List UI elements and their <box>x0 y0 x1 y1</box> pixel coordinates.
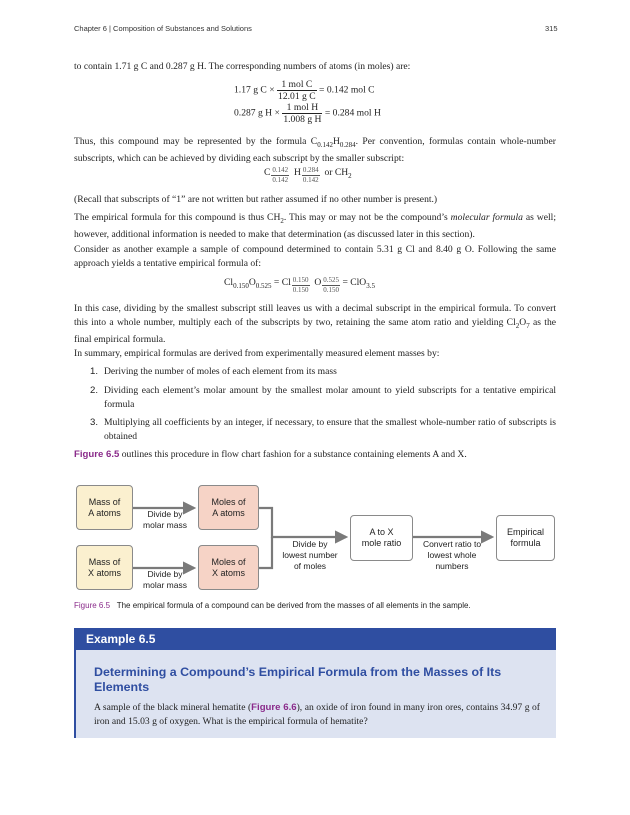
eq2-denominator: 1.008 g H <box>283 114 322 125</box>
empirical-formula-box: Empirical formula <box>496 515 555 561</box>
paragraph-3: (Recall that subscripts of “1” are not written but rather assumed if no other number is present.) <box>74 194 438 205</box>
eq1-denominator: 12.01 g C <box>278 91 316 102</box>
example-text: A sample of the black mineral hematite (Figure 6.6), an oxide of iron found in many iron ores, contains 34.97 g of iron and 15.03 g of oxygen. What is the empirical formula of hematite? <box>94 702 540 727</box>
eq1-result: = 0.142 mol C <box>319 84 375 96</box>
eq2-result: = 0.284 mol H <box>324 107 381 119</box>
divide-molar-mass-x-label: Divide by molar mass <box>143 569 187 590</box>
figure-caption: Figure 6.5 The empirical formula of a compound can be derived from the masses of all elements in the sample. <box>74 601 471 610</box>
equation-ratio: C $\frac{0.142}{0.142}$ H $\frac{0.284}{0.142}$ or $CH_2$ <box>264 166 352 184</box>
equation-clo: $Cl_{0.150}O_{0.525} = Cl$ $\frac{0.150}{0.150}$ O $\frac{0.525}{0.150}$ = ClO$_{3.5}$ <box>224 276 375 294</box>
paragraph-7: In summary, empirical formulas are derived from experimentally measured element masses by: <box>74 348 440 359</box>
eq2-numerator: 1 mol H <box>282 102 322 114</box>
moles-x-box: Moles of X atoms <box>198 545 259 590</box>
convert-ratio-label: Convert ratio to lowest whole numbers <box>422 539 482 571</box>
moles-a-box: Moles of A atoms <box>198 485 259 530</box>
chapter-header: Chapter 6 | Composition of Substances and Solutions <box>74 24 252 33</box>
eq2-times: × <box>274 107 280 119</box>
eq2-left: 0.287 g H <box>234 107 273 119</box>
example-header: Example 6.5 <box>74 628 556 650</box>
eq1-left: 1.17 g C <box>234 84 267 96</box>
page-number: 315 <box>545 24 558 33</box>
mass-x-box: Mass of X atoms <box>76 545 133 590</box>
paragraph-4: The empirical formula for this compound is thus $CH_2$. This may or may not be the compound’s molecular formula as well; however, additional information is needed to make that determination (as discussed later in this section). <box>74 212 556 240</box>
eq1-numerator: 1 mol C <box>277 79 317 91</box>
paragraph-2: Thus, this compound may be represented by the formula $C_{0.142}H_{0.284}$. Per convention, formulas contain whole-number subscripts, which can be achieved by dividing each subscript by the smaller subscript: <box>74 136 556 164</box>
list-item: 2. Dividing each element’s molar amount by the smallest molar amount to yield subscripts for a tentative empirical formula <box>90 385 556 410</box>
example-title: Determining a Compound’s Empirical Formula from the Masses of Its Elements <box>94 665 502 694</box>
mass-a-box: Mass of A atoms <box>76 485 133 530</box>
paragraph-5: Consider as another example a sample of compound determined to contain 5.31 g Cl and 8.40 g O. Following the same approach yields a tentative empirical formula of: <box>74 244 556 269</box>
arrow-moles-x <box>259 537 272 568</box>
divide-molar-mass-a-label: Divide by molar mass <box>143 509 187 530</box>
arrow-moles-a <box>259 508 346 537</box>
figure-6-5-link[interactable]: Figure 6.5 <box>74 449 120 460</box>
figure-6-6-link[interactable]: Figure 6.6 <box>251 702 297 713</box>
paragraph-1: to contain 1.71 g C and 0.287 g H. The corresponding numbers of atoms (in moles) are: <box>74 61 411 72</box>
eq1-times: × <box>269 84 275 96</box>
paragraph-6: In this case, dividing by the smallest subscript still leaves us with a decimal subscript in the empirical formula. To convert this into a whole number, multiply each of the subscripts by two, retaining the same atom ratio and yielding $Cl_2O_7$ as the final empirical formula. <box>74 303 557 345</box>
list-item: 3. Multiplying all coefficients by an integer, if necessary, to ensure that the smallest whole-number ratio of subscripts is obtained <box>90 417 556 442</box>
divide-lowest-label: Divide by lowest number of moles <box>282 539 338 571</box>
paragraph-8: Figure 6.5 outlines this procedure in flow chart fashion for a substance containing elements A and X. <box>74 449 467 460</box>
list-item: 1. Deriving the number of moles of each element from its mass <box>90 366 337 377</box>
mole-ratio-box: A to X mole ratio <box>350 515 413 561</box>
